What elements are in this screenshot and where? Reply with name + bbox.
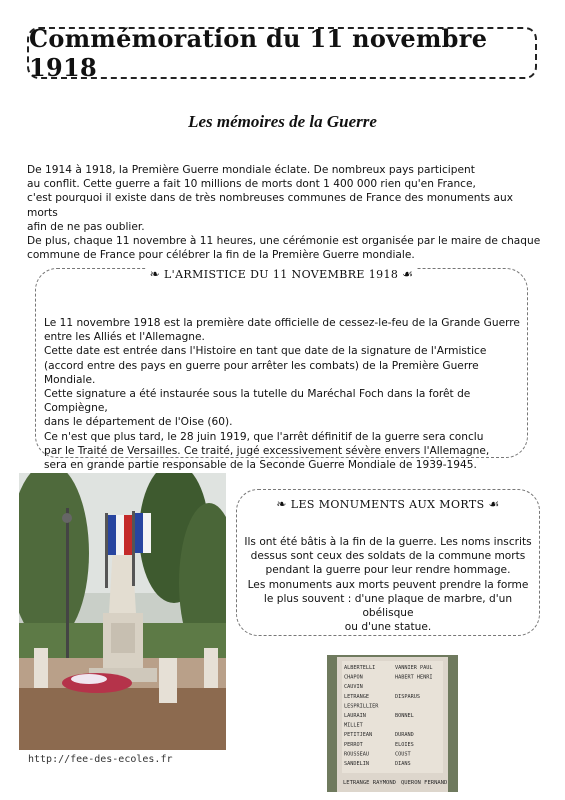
monuments-line: le plus souvent : d'une plaque de marbre, d'un obélisque [263,592,513,620]
armistice-heading [36,267,527,281]
monuments-heading-text: LES MONUMENTS AUX MORTS [290,498,485,511]
plaque-name: LESPRILLIER [344,703,379,710]
plaque-name: VANNIER PAUL [395,665,433,671]
plaque-name: BONNEL [395,713,414,719]
armistice-line: entre les Alliés et l'Allemagne. [44,331,205,344]
plaque-name: DIANS [395,761,411,767]
plaque-name: LETRANGE [344,693,369,700]
armistice-text [44,316,524,472]
armistice-panel [35,267,528,472]
armistice-line: sera en grande partie responsable de la Seconde Guerre Mondiale de 1939-1945. [44,459,477,472]
armistice-line: Cette signature a été instaurée sous la tutelle du Maréchal Foch dans la forêt de Compiègne, [44,388,471,415]
plaque-name: LAURAIN [344,713,366,719]
ornament-right-icon: ☙ [402,267,414,281]
plaque-name: PERROT [344,741,363,748]
intro-line: afin de ne pas oublier. [27,220,145,233]
plaque-bottom-right: QUERON FERNAND [401,780,448,786]
intro-line: commune de France pour célébrer la fin de la Première Guerre mondiale. [27,249,415,262]
monuments-line: ou d'une statue. [344,621,432,634]
armistice-line: Ce n'est que plus tard, le 28 juin 1919, que l'arrêt définitif de la guerre sera conclu [44,430,484,443]
plaque-name: MILLET [344,722,363,729]
plaque-name: DURAND [395,732,414,739]
armistice-line: Cette date est entrée dans l'Histoire en tant que date de la signature de l'Armistice [44,345,487,358]
war-memorial-photo [19,473,226,750]
plaque-name: ROUSSEAU [344,751,369,758]
intro-paragraph [27,163,547,262]
armistice-heading-text: L'ARMISTICE DU 11 NOVEMBRE 1918 [163,268,399,281]
monuments-line: Les monuments aux morts peuvent prendre la forme [247,578,529,591]
ornament-right-icon: ☙ [488,497,500,511]
armistice-line: par le Traité de Versailles. Ce traité, jugé excessivement sévère envers l'Allemagne, [44,444,490,457]
monuments-line: Ils ont été bâtis à la fin de la guerre. Les noms inscrits [244,536,532,548]
plaque-name: SANDELIN [344,761,369,767]
armistice-line: (accord entre des pays en guerre pour arrêter les combats) de la Première Guerre Mondiale. [44,359,479,386]
monuments-line: pendant la guerre pour leur rendre hommage. [265,564,511,577]
plaque-name: PETITJEAN [344,732,373,739]
plaque-name: ELOIES [395,741,414,748]
plaque-name: DISPARUS [395,693,420,700]
plaque-name: CHAPON [344,674,363,681]
ornament-left-icon: ❧ [149,267,161,281]
monuments-heading [237,497,539,511]
monuments-line: dessus sont ceux des soldats de la commune morts [250,550,526,563]
plaque-name: CAUVIN [344,684,363,691]
armistice-line: dans le département de l'Oise (60). [44,416,233,429]
monuments-text [237,535,539,634]
title-box [27,24,537,82]
intro-line: au conflit. Cette guerre a fait 10 millions de morts dont 1 400 000 rien qu'en France, [27,178,476,191]
plaque-name: HABERT HENRI [395,674,433,681]
page-subtitle: Les mémoires de la Guerre [188,112,377,131]
monuments-panel [236,489,540,636]
page-title: Commémoration du 11 novembre 1918 [29,24,488,82]
plaque-name: COUST [395,751,411,758]
intro-line: De 1914 à 1918, la Première Guerre mondiale éclate. De nombreux pays participent [27,164,475,176]
armistice-line: Le 11 novembre 1918 est la première date officielle de cessez-le-feu de la Grande Guerre [44,317,520,329]
ornament-left-icon: ❧ [276,497,287,511]
plaque-name: ALBERTELLI [344,665,376,671]
intro-line: De plus, chaque 11 novembre à 11 heures, une cérémonie est organisée par le maire de chaque [27,235,541,248]
intro-line: c'est pourquoi il existe dans de très nombreuses communes de France des monuments aux morts [27,192,514,219]
plaque-bottom-left: LETRANGE RAYMOND [343,780,396,786]
memorial-plaque-photo [327,655,458,792]
source-credit: http://fee-des-ecoles.fr [28,754,173,765]
